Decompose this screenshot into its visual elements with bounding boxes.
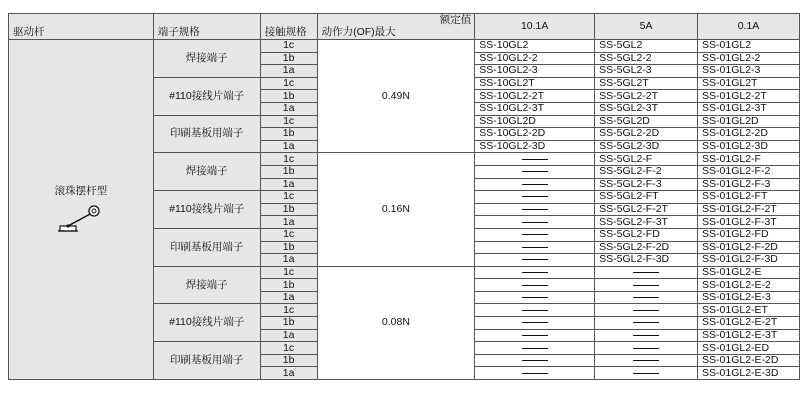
model-number: SS-01GL2-F-2T <box>698 203 800 216</box>
dash-mark <box>522 322 548 323</box>
model-number: SS-01GL2D <box>698 115 800 128</box>
dash-mark <box>522 297 548 298</box>
model-number: SS-01GL2-E-3T <box>698 329 800 342</box>
not-available-cell <box>475 241 595 254</box>
model-number: SS-10GL2-2 <box>475 52 595 65</box>
terminal-type-cell: 焊接端子 <box>153 266 260 304</box>
model-number: SS-10GL2 <box>475 40 595 53</box>
not-available-cell <box>595 342 698 355</box>
model-spec-table <box>8 13 800 380</box>
dash-mark <box>522 348 548 349</box>
not-available-cell <box>595 367 698 380</box>
contact-type-cell: 1b <box>260 354 317 367</box>
dash-mark <box>522 159 548 160</box>
terminal-type-cell: 焊接端子 <box>153 40 260 78</box>
model-number: SS-01GL2-F-3T <box>698 216 800 229</box>
model-number: SS-5GL2-3D <box>595 140 698 153</box>
dash-mark <box>522 196 548 197</box>
contact-type-cell: 1c <box>260 266 317 279</box>
contact-type-cell: 1c <box>260 304 317 317</box>
model-number: SS-01GL2-F-2 <box>698 165 800 178</box>
not-available-cell <box>475 304 595 317</box>
not-available-cell <box>475 216 595 229</box>
not-available-cell <box>475 191 595 204</box>
contact-type-cell: 1a <box>260 216 317 229</box>
header-rating-5a: 5A <box>595 14 698 40</box>
model-number: SS-01GL2-FT <box>698 191 800 204</box>
table-header-row <box>9 14 800 40</box>
model-number: SS-01GL2-2D <box>698 128 800 141</box>
contact-type-cell: 1c <box>260 115 317 128</box>
terminal-type-cell: 印刷基板用端子 <box>153 115 260 153</box>
not-available-cell <box>475 367 595 380</box>
not-available-cell <box>595 354 698 367</box>
header-rated-value: 额定值 <box>439 14 472 26</box>
header-terminal-spec: 端子规格 <box>153 14 260 40</box>
contact-type-cell: 1a <box>260 140 317 153</box>
dash-mark <box>522 272 548 273</box>
not-available-cell <box>475 354 595 367</box>
table-row <box>9 40 800 53</box>
terminal-type-cell: #110接线片端子 <box>153 191 260 229</box>
header-rating-0-1a: 0.1A <box>698 14 800 40</box>
not-available-cell <box>475 254 595 267</box>
model-number: SS-5GL2-2T <box>595 90 698 103</box>
contact-type-cell: 1b <box>260 165 317 178</box>
model-number: SS-5GL2-F-2D <box>595 241 698 254</box>
contact-type-cell: 1c <box>260 228 317 241</box>
model-number: SS-01GL2-2T <box>698 90 800 103</box>
model-number: SS-10GL2-2T <box>475 90 595 103</box>
model-number: SS-01GL2-E-2D <box>698 354 800 367</box>
actuator-label: 滚珠摆杆型 <box>54 185 108 198</box>
model-number: SS-01GL2-E-3 <box>698 291 800 304</box>
contact-type-cell: 1a <box>260 102 317 115</box>
model-number: SS-01GL2-3 <box>698 65 800 78</box>
not-available-cell <box>475 342 595 355</box>
model-number: SS-5GL2-FD <box>595 228 698 241</box>
model-number: SS-5GL2-3 <box>595 65 698 78</box>
model-number: SS-5GL2-FT <box>595 191 698 204</box>
actuator-cell <box>9 40 154 380</box>
contact-type-cell: 1b <box>260 279 317 292</box>
contact-type-cell: 1b <box>260 90 317 103</box>
contact-type-cell: 1c <box>260 342 317 355</box>
dash-mark <box>522 310 548 311</box>
operating-force-cell: 0.08N <box>317 266 475 379</box>
contact-type-cell: 1b <box>260 52 317 65</box>
dash-mark <box>633 272 659 273</box>
not-available-cell <box>475 228 595 241</box>
model-number: SS-5GL2-F-2 <box>595 165 698 178</box>
not-available-cell <box>475 178 595 191</box>
model-number: SS-5GL2-F-3D <box>595 254 698 267</box>
contact-type-cell: 1b <box>260 241 317 254</box>
model-number: SS-10GL2-3T <box>475 102 595 115</box>
model-number: SS-01GL2-FD <box>698 228 800 241</box>
dash-mark <box>522 360 548 361</box>
contact-type-cell: 1c <box>260 191 317 204</box>
model-number: SS-01GL2-E-2T <box>698 317 800 330</box>
model-number: SS-5GL2-F-3T <box>595 216 698 229</box>
not-available-cell <box>595 304 698 317</box>
dash-mark <box>633 297 659 298</box>
contact-type-cell: 1c <box>260 40 317 53</box>
contact-type-cell: 1b <box>260 203 317 216</box>
dash-mark <box>522 222 548 223</box>
model-number: SS-01GL2-F-3D <box>698 254 800 267</box>
dash-mark <box>633 335 659 336</box>
model-number: SS-5GL2 <box>595 40 698 53</box>
dash-mark <box>522 247 548 248</box>
terminal-type-cell: 印刷基板用端子 <box>153 228 260 266</box>
model-number: SS-10GL2-2D <box>475 128 595 141</box>
model-number: SS-01GL2-2 <box>698 52 800 65</box>
model-number: SS-01GL2-E-3D <box>698 367 800 380</box>
dash-mark <box>522 209 548 210</box>
model-number: SS-01GL2-ED <box>698 342 800 355</box>
model-number: SS-01GL2-F-3 <box>698 178 800 191</box>
model-number: SS-5GL2-F-3 <box>595 178 698 191</box>
model-number: SS-5GL2-F-2T <box>595 203 698 216</box>
dash-mark <box>522 234 548 235</box>
model-number: SS-01GL2-3D <box>698 140 800 153</box>
dash-mark <box>633 310 659 311</box>
header-force-rated-corner <box>317 14 475 40</box>
dash-mark <box>633 373 659 374</box>
operating-force-cell: 0.16N <box>317 153 475 266</box>
not-available-cell <box>595 317 698 330</box>
contact-type-cell: 1c <box>260 77 317 90</box>
contact-type-cell: 1a <box>260 329 317 342</box>
model-number: SS-01GL2-F <box>698 153 800 166</box>
operating-force-cell: 0.49N <box>317 40 475 153</box>
model-number: SS-10GL2-3 <box>475 65 595 78</box>
not-available-cell <box>475 165 595 178</box>
model-number: SS-5GL2-2D <box>595 128 698 141</box>
dash-mark <box>633 360 659 361</box>
model-number: SS-01GL2 <box>698 40 800 53</box>
dash-mark <box>522 335 548 336</box>
header-actuator: 驱动杆 <box>9 14 154 40</box>
contact-type-cell: 1c <box>260 153 317 166</box>
terminal-type-cell: #110接线片端子 <box>153 304 260 342</box>
header-contact-spec: 接触规格 <box>260 14 317 40</box>
model-number: SS-5GL2-F <box>595 153 698 166</box>
model-number: SS-01GL2T <box>698 77 800 90</box>
contact-type-cell: 1b <box>260 317 317 330</box>
not-available-cell <box>595 329 698 342</box>
contact-type-cell: 1a <box>260 367 317 380</box>
model-number: SS-01GL2-3T <box>698 102 800 115</box>
dash-mark <box>522 373 548 374</box>
not-available-cell <box>475 153 595 166</box>
model-number: SS-5GL2-2 <box>595 52 698 65</box>
contact-type-cell: 1a <box>260 65 317 78</box>
model-number: SS-01GL2-E-2 <box>698 279 800 292</box>
dash-mark <box>633 348 659 349</box>
not-available-cell <box>475 266 595 279</box>
dash-mark <box>522 171 548 172</box>
not-available-cell <box>475 279 595 292</box>
not-available-cell <box>595 266 698 279</box>
contact-type-cell: 1a <box>260 291 317 304</box>
model-number: SS-5GL2T <box>595 77 698 90</box>
dash-mark <box>633 285 659 286</box>
not-available-cell <box>475 317 595 330</box>
not-available-cell <box>595 279 698 292</box>
contact-type-cell: 1a <box>260 178 317 191</box>
model-number: SS-10GL2T <box>475 77 595 90</box>
contact-type-cell: 1a <box>260 254 317 267</box>
model-number: SS-01GL2-ET <box>698 304 800 317</box>
model-number: SS-10GL2-3D <box>475 140 595 153</box>
roller-lever-icon <box>56 203 106 233</box>
model-number: SS-10GL2D <box>475 115 595 128</box>
not-available-cell <box>475 291 595 304</box>
contact-type-cell: 1b <box>260 128 317 141</box>
header-operating-force: 动作力(OF)最大 <box>321 26 396 38</box>
terminal-type-cell: 焊接端子 <box>153 153 260 191</box>
model-number: SS-01GL2-F-2D <box>698 241 800 254</box>
header-rating-10-1a: 10.1A <box>475 14 595 40</box>
not-available-cell <box>475 329 595 342</box>
terminal-type-cell: #110接线片端子 <box>153 77 260 115</box>
not-available-cell <box>475 203 595 216</box>
terminal-type-cell: 印刷基板用端子 <box>153 342 260 380</box>
model-number: SS-5GL2D <box>595 115 698 128</box>
model-number: SS-01GL2-E <box>698 266 800 279</box>
dash-mark <box>633 322 659 323</box>
dash-mark <box>522 259 548 260</box>
model-number: SS-5GL2-3T <box>595 102 698 115</box>
dash-mark <box>522 285 548 286</box>
dash-mark <box>522 184 548 185</box>
not-available-cell <box>595 291 698 304</box>
